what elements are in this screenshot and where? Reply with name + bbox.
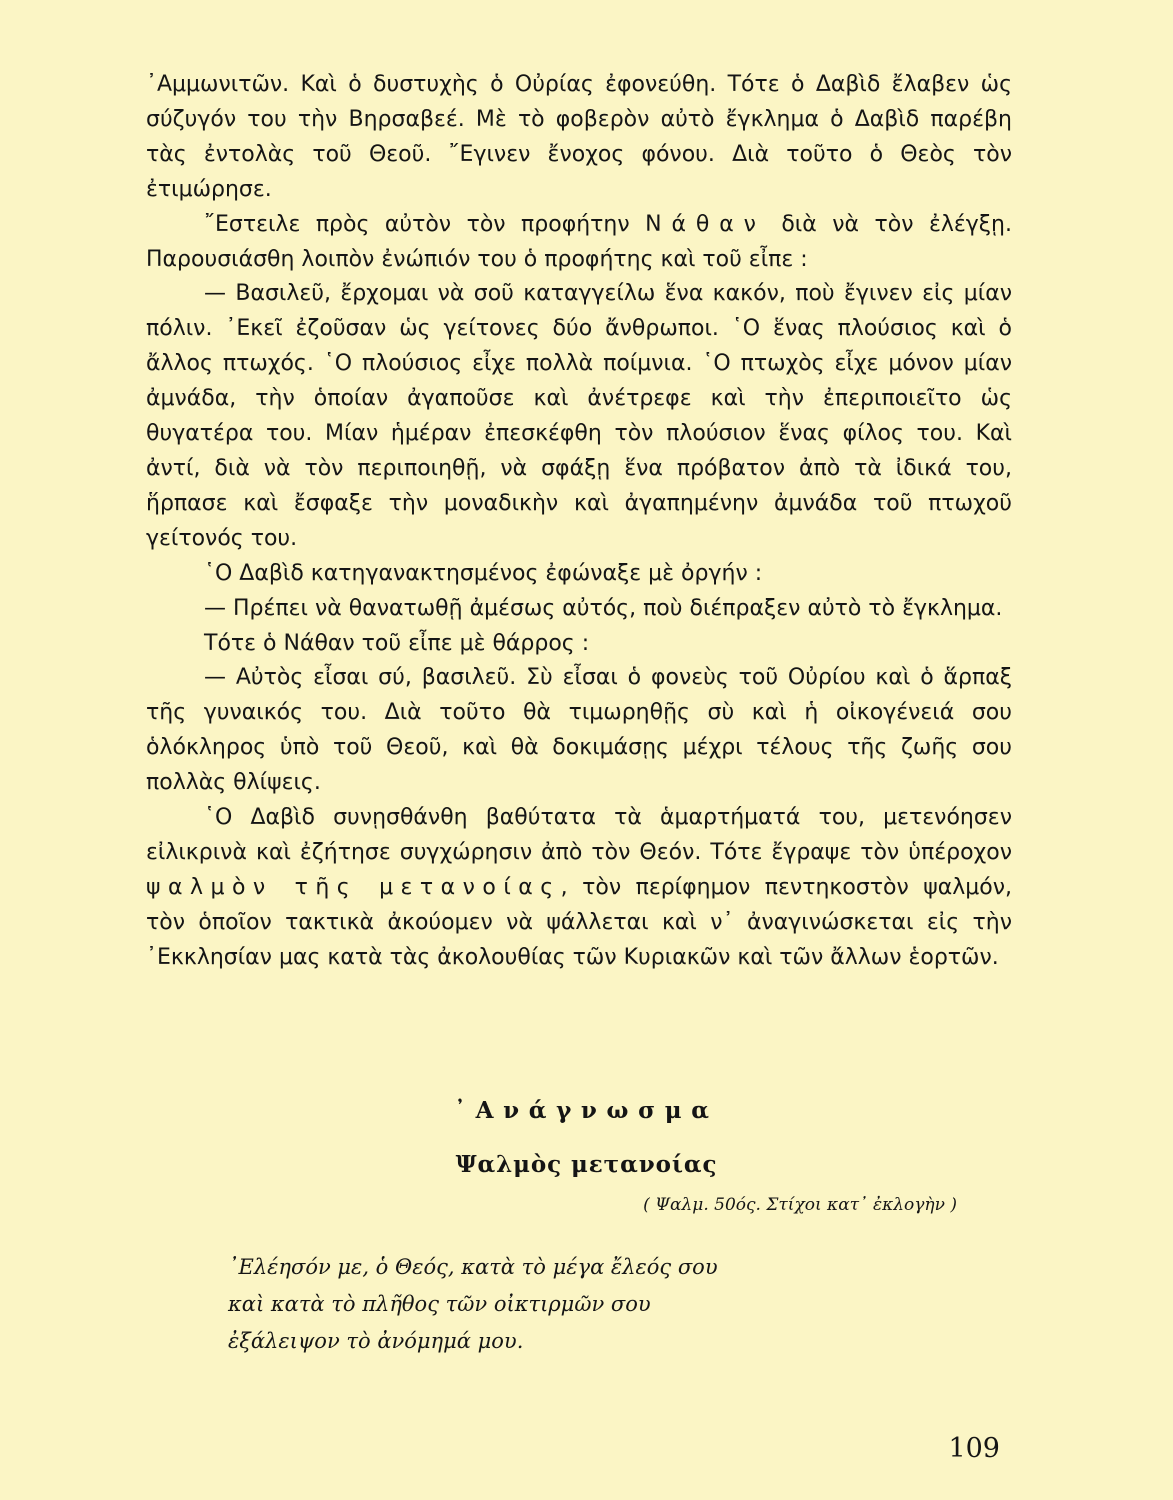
paragraph-5: — Πρέπει νὰ θανατωθῇ ἀμέσως αὐτός, ποὺ διέπραξεν αὐτὸ τὸ ἔγκλημα. [204, 595, 1003, 621]
paragraph-1: ᾿Αμμωνιτῶν. Καὶ ὁ δυστυχὴς ὁ Οὐρίας ἐφονεύθη. Τότε ὁ Δαβὶδ ἔλαβεν ὡς σύζυγόν του τὴν Βηρσαβεέ. Μὲ τὸ φοβερὸν αὐτὸ ἔγκλημα ὁ Δαβὶδ παρέβη τὰς ἐντολὰς τοῦ Θεοῦ. ῎Εγινεν ἔνοχος φόνου. Διὰ τοῦτο ὁ Θεὸς τὸν ἐτιμώρησε. [146, 72, 1012, 202]
verse-line: καὶ κατὰ τὸ πλῆθος τῶν οἰκτιρμῶν σου [228, 1292, 651, 1316]
reading-heading: ᾿Ανάγνωσμα [454, 1097, 719, 1124]
paragraph-8-start: ῾Ο Δαβὶδ συνῃσθάνθη βαθύτατα τὰ ἁμαρτήματά του, μετενόησεν εἰλικρινὰ καὶ ἐζήτησε συγχώρησιν ἀπὸ τὸν Θεόν. Τότε ἔγραψε τὸν ὑπέροχον [146, 805, 1012, 865]
paragraph-3: — Βασιλεῦ, ἔρχομαι νὰ σοῦ καταγγείλω ἕνα κακόν, ποὺ ἔγινεν εἰς μίαν πόλιν. ᾿Εκεῖ ἐζοῦσαν ὡς γείτονες δύο ἄνθρωποι. ῾Ο ἕνας πλούσιος καὶ ὁ ἄλλος πτωχός. ῾Ο πλούσιος εἶχε πολλὰ ποίμνια. ῾Ο πτωχὸς εἶχε μόνον μίαν ἀμνάδα, τὴν ὁποίαν ἀγαποῦσε καὶ ἀνέτρεφε καὶ τὴν ἐπεριποιεῖτο ὡς θυγατέρα του. Μίαν ἡμέραν ἐπεσκέφθη τὸν πλούσιον ἕνας φίλος του. Καὶ ἀντί, διὰ νὰ τὸν περιποιηθῇ, νὰ σφάξῃ ἕνα πρόβατον ἀπὸ τὰ ἰδικά του, ἥρπασε καὶ ἔσφαξε τὴν μοναδικὴν καὶ ἀγαπημένην ἀμνάδα τοῦ πτωχοῦ γείτονός του. [146, 281, 1012, 551]
paragraph-6: Τότε ὁ Νάθαν τοῦ εἶπε μὲ θάρρος : [204, 630, 590, 656]
body-text [146, 68, 1012, 976]
reading-subheading: Ψαλμὸς μετανοίας [455, 1151, 718, 1178]
paragraph-7: — Αὐτὸς εἶσαι σύ, βασιλεῦ. Σὺ εἶσαι ὁ φονεὺς τοῦ Οὐρίου καὶ ὁ ἅρπαξ τῆς γυναικός του. Διὰ τοῦτο θὰ τιμωρηθῇς σὺ καὶ ἡ οἰκογένειά σου ὁλόκληρος ὑπὸ τοῦ Θεοῦ, καὶ θὰ δοκιμάσῃς μέχρι τέλους τῆς ζωῆς σου πολλὰς θλίψεις. [146, 665, 1012, 796]
paragraph-2 [146, 208, 1012, 278]
verse-line: ᾿Ελέησόν με, ὁ Θεός, κατὰ τὸ μέγα ἔλεός σου [228, 1255, 718, 1279]
page-number: 109 [948, 1433, 1000, 1464]
psalm-verses [228, 1249, 718, 1360]
paragraph-8 [146, 801, 1012, 976]
psalm-citation: ( Ψαλμ. 50ός. Στίχοι κατ᾿ ἐκλογὴν ) [643, 1195, 957, 1215]
verse-line: ἐξάλειψον τὸ ἀνόμημά μου. [228, 1329, 524, 1353]
paragraph-8-end: , τὸν περίφημον πεντηκοστὸν ψαλμόν, τὸν ὁποῖον τακτικὰ ἀκούομεν νὰ ψάλλεται καὶ ν᾿ ἀναγινώσκεται εἰς τὴν ᾿Εκκλησίαν μας κατὰ τὰς ἀκολουθίας τῶν Κυριακῶν καὶ τῶν ἄλλων ἑορτῶν. [146, 874, 1012, 970]
paragraph-2-start: ῎Εστειλε πρὸς αὐτὸν τὸν προφήτην [204, 211, 630, 237]
paragraph-2-end: διὰ νὰ τὸν ἐλέγξῃ. Παρουσιάσθη λοιπὸν ἐνώπιόν του ὁ προφήτης καὶ τοῦ εἶπε : [146, 211, 1012, 272]
psalm-title-spaced: ψαλμὸν τῆς μετανοίας [146, 874, 561, 900]
paragraph-4: ῾Ο Δαβὶδ κατηγανακτησμένος ἐφώναξε μὲ ὀργήν : [204, 560, 763, 586]
prophet-name: Νάθαν [645, 211, 766, 237]
